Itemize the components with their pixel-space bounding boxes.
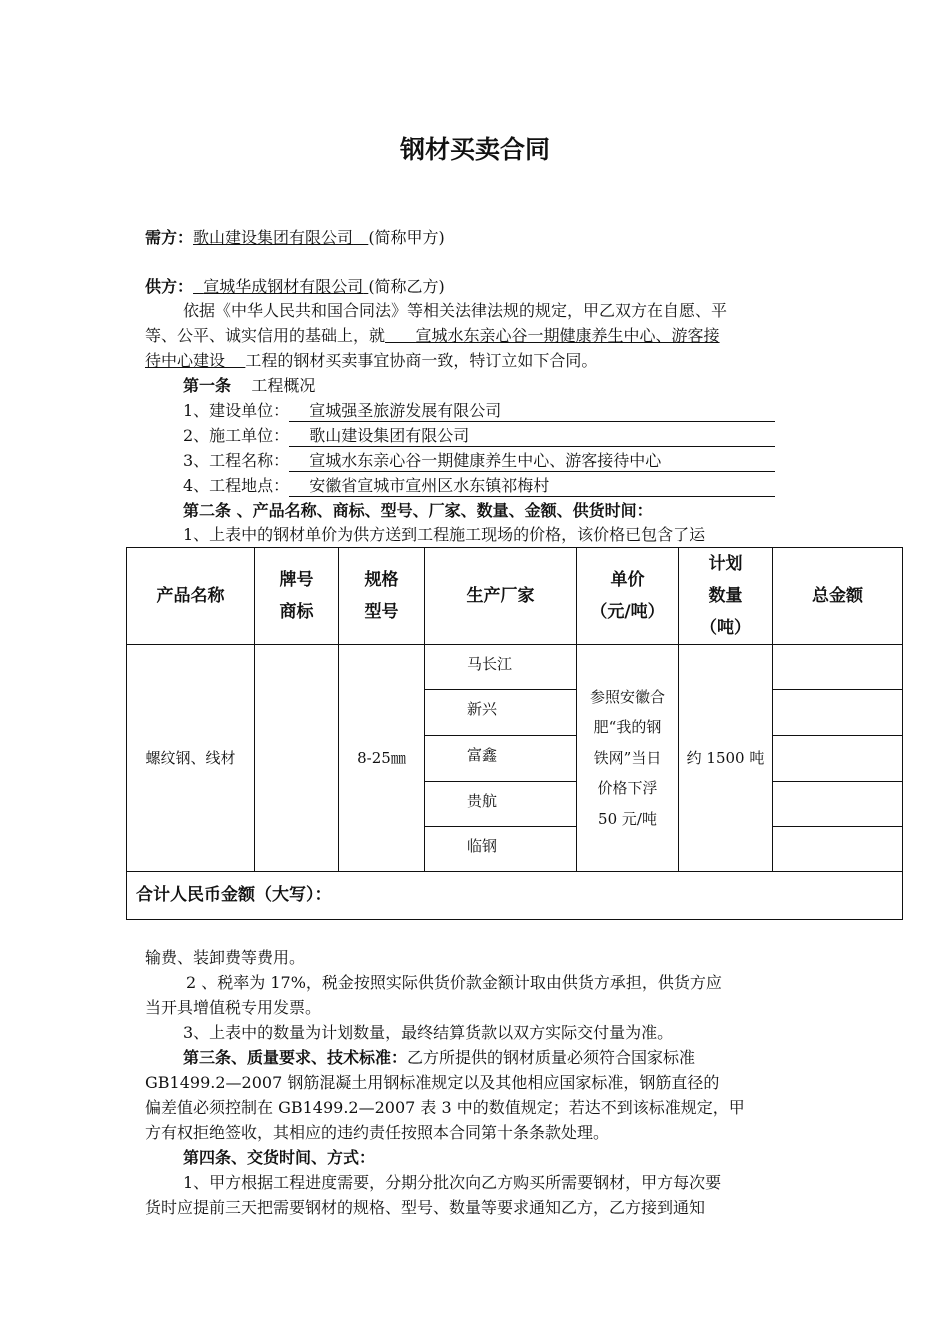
project-item-1 bbox=[183, 399, 775, 423]
buyer-name: 歌山建设集团有限公司 bbox=[193, 228, 354, 247]
header-brand bbox=[255, 548, 339, 645]
cell-brand bbox=[255, 645, 339, 872]
cell-quantity: 约 1500 吨 bbox=[679, 645, 773, 872]
intro-text: 等、公平、诚实信用的基础上，就 bbox=[145, 326, 386, 345]
header-text: （元/吨） bbox=[590, 602, 665, 622]
buyer-label: 需方 bbox=[145, 228, 178, 247]
header-unit-price bbox=[577, 548, 679, 645]
project-name-cont: 待中心建设 bbox=[145, 351, 226, 370]
item-value: 宣城水东亲心谷一期健康养生中心、游客接待中心 bbox=[289, 450, 775, 472]
header-text: 商标 bbox=[279, 602, 314, 622]
cell-amount bbox=[773, 690, 903, 736]
buyer-line: 需方：歌山建设集团有限公司 (简称甲方) bbox=[145, 228, 445, 247]
price-line: 50 元/吨 bbox=[598, 809, 657, 828]
header-text: 牌号 bbox=[279, 570, 314, 590]
article2-para3: 3、上表中的数量为计划数量，最终结算货款以双方实际交付量为准。 bbox=[183, 1023, 674, 1042]
document-title: 钢材买卖合同 bbox=[399, 135, 550, 164]
item-value: 宣城强圣旅游发展有限公司 bbox=[289, 400, 775, 422]
buyer-suffix: (简称甲方) bbox=[368, 228, 445, 247]
article2-heading: 第二条 、产品名称、商标、型号、厂家、数量、金额、供货时间： bbox=[183, 501, 653, 520]
cell-maker: 富鑫 bbox=[425, 736, 577, 782]
article4-line-2: 货时应提前三天把需要钢材的规格、型号、数量等要求通知乙方，乙方接到通知 bbox=[145, 1198, 706, 1217]
cell-amount bbox=[773, 645, 903, 690]
header-spec bbox=[339, 548, 425, 645]
header-text: 数量 bbox=[708, 586, 743, 606]
price-line: 铁网”当日 bbox=[593, 748, 662, 767]
article3-line-2: GB1499.2—2007 钢筋混凝土用钢标准规定以及其他相应国家标准，钢筋直径的 bbox=[145, 1073, 720, 1092]
seller-suffix: (简称乙方) bbox=[368, 277, 445, 296]
article4-line-1: 1、甲方根据工程进度需要，分期分批次向乙方购买所需要钢材，甲方每次要 bbox=[183, 1173, 722, 1192]
seller-name: 宣城华成钢材有限公司 bbox=[203, 277, 364, 296]
header-planned-qty bbox=[679, 548, 773, 645]
intro-line-2 bbox=[145, 324, 720, 348]
cell-spec: 8-25㎜ bbox=[339, 645, 425, 872]
item-value: 安徽省宣城市宣州区水东镇祁梅村 bbox=[289, 475, 775, 497]
seller-label: 供方 bbox=[145, 277, 178, 296]
cell-maker: 马长江 bbox=[425, 645, 577, 690]
header-total-amount: 总金额 bbox=[773, 548, 903, 645]
goods-table bbox=[126, 547, 903, 920]
cell-price bbox=[577, 645, 679, 872]
article1-title: 工程概况 bbox=[251, 376, 316, 395]
article4-heading: 第四条、交货时间、方式： bbox=[183, 1148, 376, 1167]
article2-para2-cont: 当开具增值税专用发票。 bbox=[145, 998, 322, 1017]
item-label: 1、建设单位： bbox=[183, 401, 290, 420]
header-product-name: 产品名称 bbox=[127, 548, 255, 645]
table-row bbox=[127, 645, 903, 690]
article1-number: 第一条 bbox=[183, 376, 232, 395]
header-text: 单价 bbox=[610, 570, 645, 590]
article3-heading: 第三条、质量要求、技术标准： bbox=[183, 1048, 408, 1067]
intro-line-1: 依据《中华人民共和国合同法》等相关法律法规的规定，甲乙双方在自愿、平 bbox=[183, 301, 728, 320]
table-header-row bbox=[127, 548, 903, 645]
cell-maker: 临钢 bbox=[425, 827, 577, 872]
seller-line: 供方： 宣城华成钢材有限公司 (简称乙方) bbox=[145, 277, 445, 296]
intro-text-end: 工程的钢材买卖事宜协商一致，特订立如下合同。 bbox=[245, 351, 598, 370]
article3-text: 乙方所提供的钢材质量必须符合国家标准 bbox=[407, 1048, 696, 1067]
article2-para1-cont: 输费、装卸费等费用。 bbox=[145, 948, 306, 967]
total-amount-label: 合计人民币金额（大写）： bbox=[127, 872, 903, 920]
item-value: 歌山建设集团有限公司 bbox=[289, 425, 775, 447]
item-label: 2、施工单位： bbox=[183, 426, 290, 445]
article1-heading bbox=[183, 374, 315, 398]
cell-amount bbox=[773, 782, 903, 827]
price-line: 肥“我的钢 bbox=[593, 718, 662, 737]
article2-para1: 1、上表中的钢材单价为供方送到工程施工现场的价格，该价格已包含了运 bbox=[183, 525, 706, 544]
table-total-row bbox=[127, 872, 903, 920]
header-text: 规格 bbox=[364, 570, 399, 590]
item-label: 3、工程名称： bbox=[183, 451, 290, 470]
project-item-3 bbox=[183, 449, 775, 473]
cell-amount bbox=[773, 736, 903, 782]
project-item-2 bbox=[183, 424, 775, 448]
article3-line-3: 偏差值必须控制在 GB1499.2—2007 表 3 中的数值规定；若达不到该标准规定，甲 bbox=[145, 1098, 745, 1117]
cell-amount bbox=[773, 827, 903, 872]
article3-line-1 bbox=[183, 1046, 695, 1070]
intro-line-3 bbox=[145, 349, 597, 373]
header-text: （吨） bbox=[700, 618, 751, 638]
project-item-4 bbox=[183, 474, 775, 498]
header-manufacturer: 生产厂家 bbox=[425, 548, 577, 645]
header-text: 型号 bbox=[364, 602, 399, 622]
header-text: 计划 bbox=[708, 554, 743, 574]
cell-product: 螺纹钢、线材 bbox=[127, 645, 255, 872]
cell-maker: 贵航 bbox=[425, 782, 577, 827]
price-line: 参照安徽合 bbox=[589, 687, 665, 706]
cell-maker: 新兴 bbox=[425, 690, 577, 736]
project-name: 宣城水东亲心谷一期健康养生中心、游客接 bbox=[415, 326, 720, 345]
price-line: 价格下浮 bbox=[597, 779, 658, 798]
article3-line-4: 方有权拒绝签收，其相应的违约责任按照本合同第十条条款处理。 bbox=[145, 1123, 610, 1142]
item-label: 4、工程地点： bbox=[183, 476, 290, 495]
article2-para2: 2 、税率为 17%，税金按照实际供货价款金额计取由供货方承担，供货方应 bbox=[186, 973, 722, 992]
